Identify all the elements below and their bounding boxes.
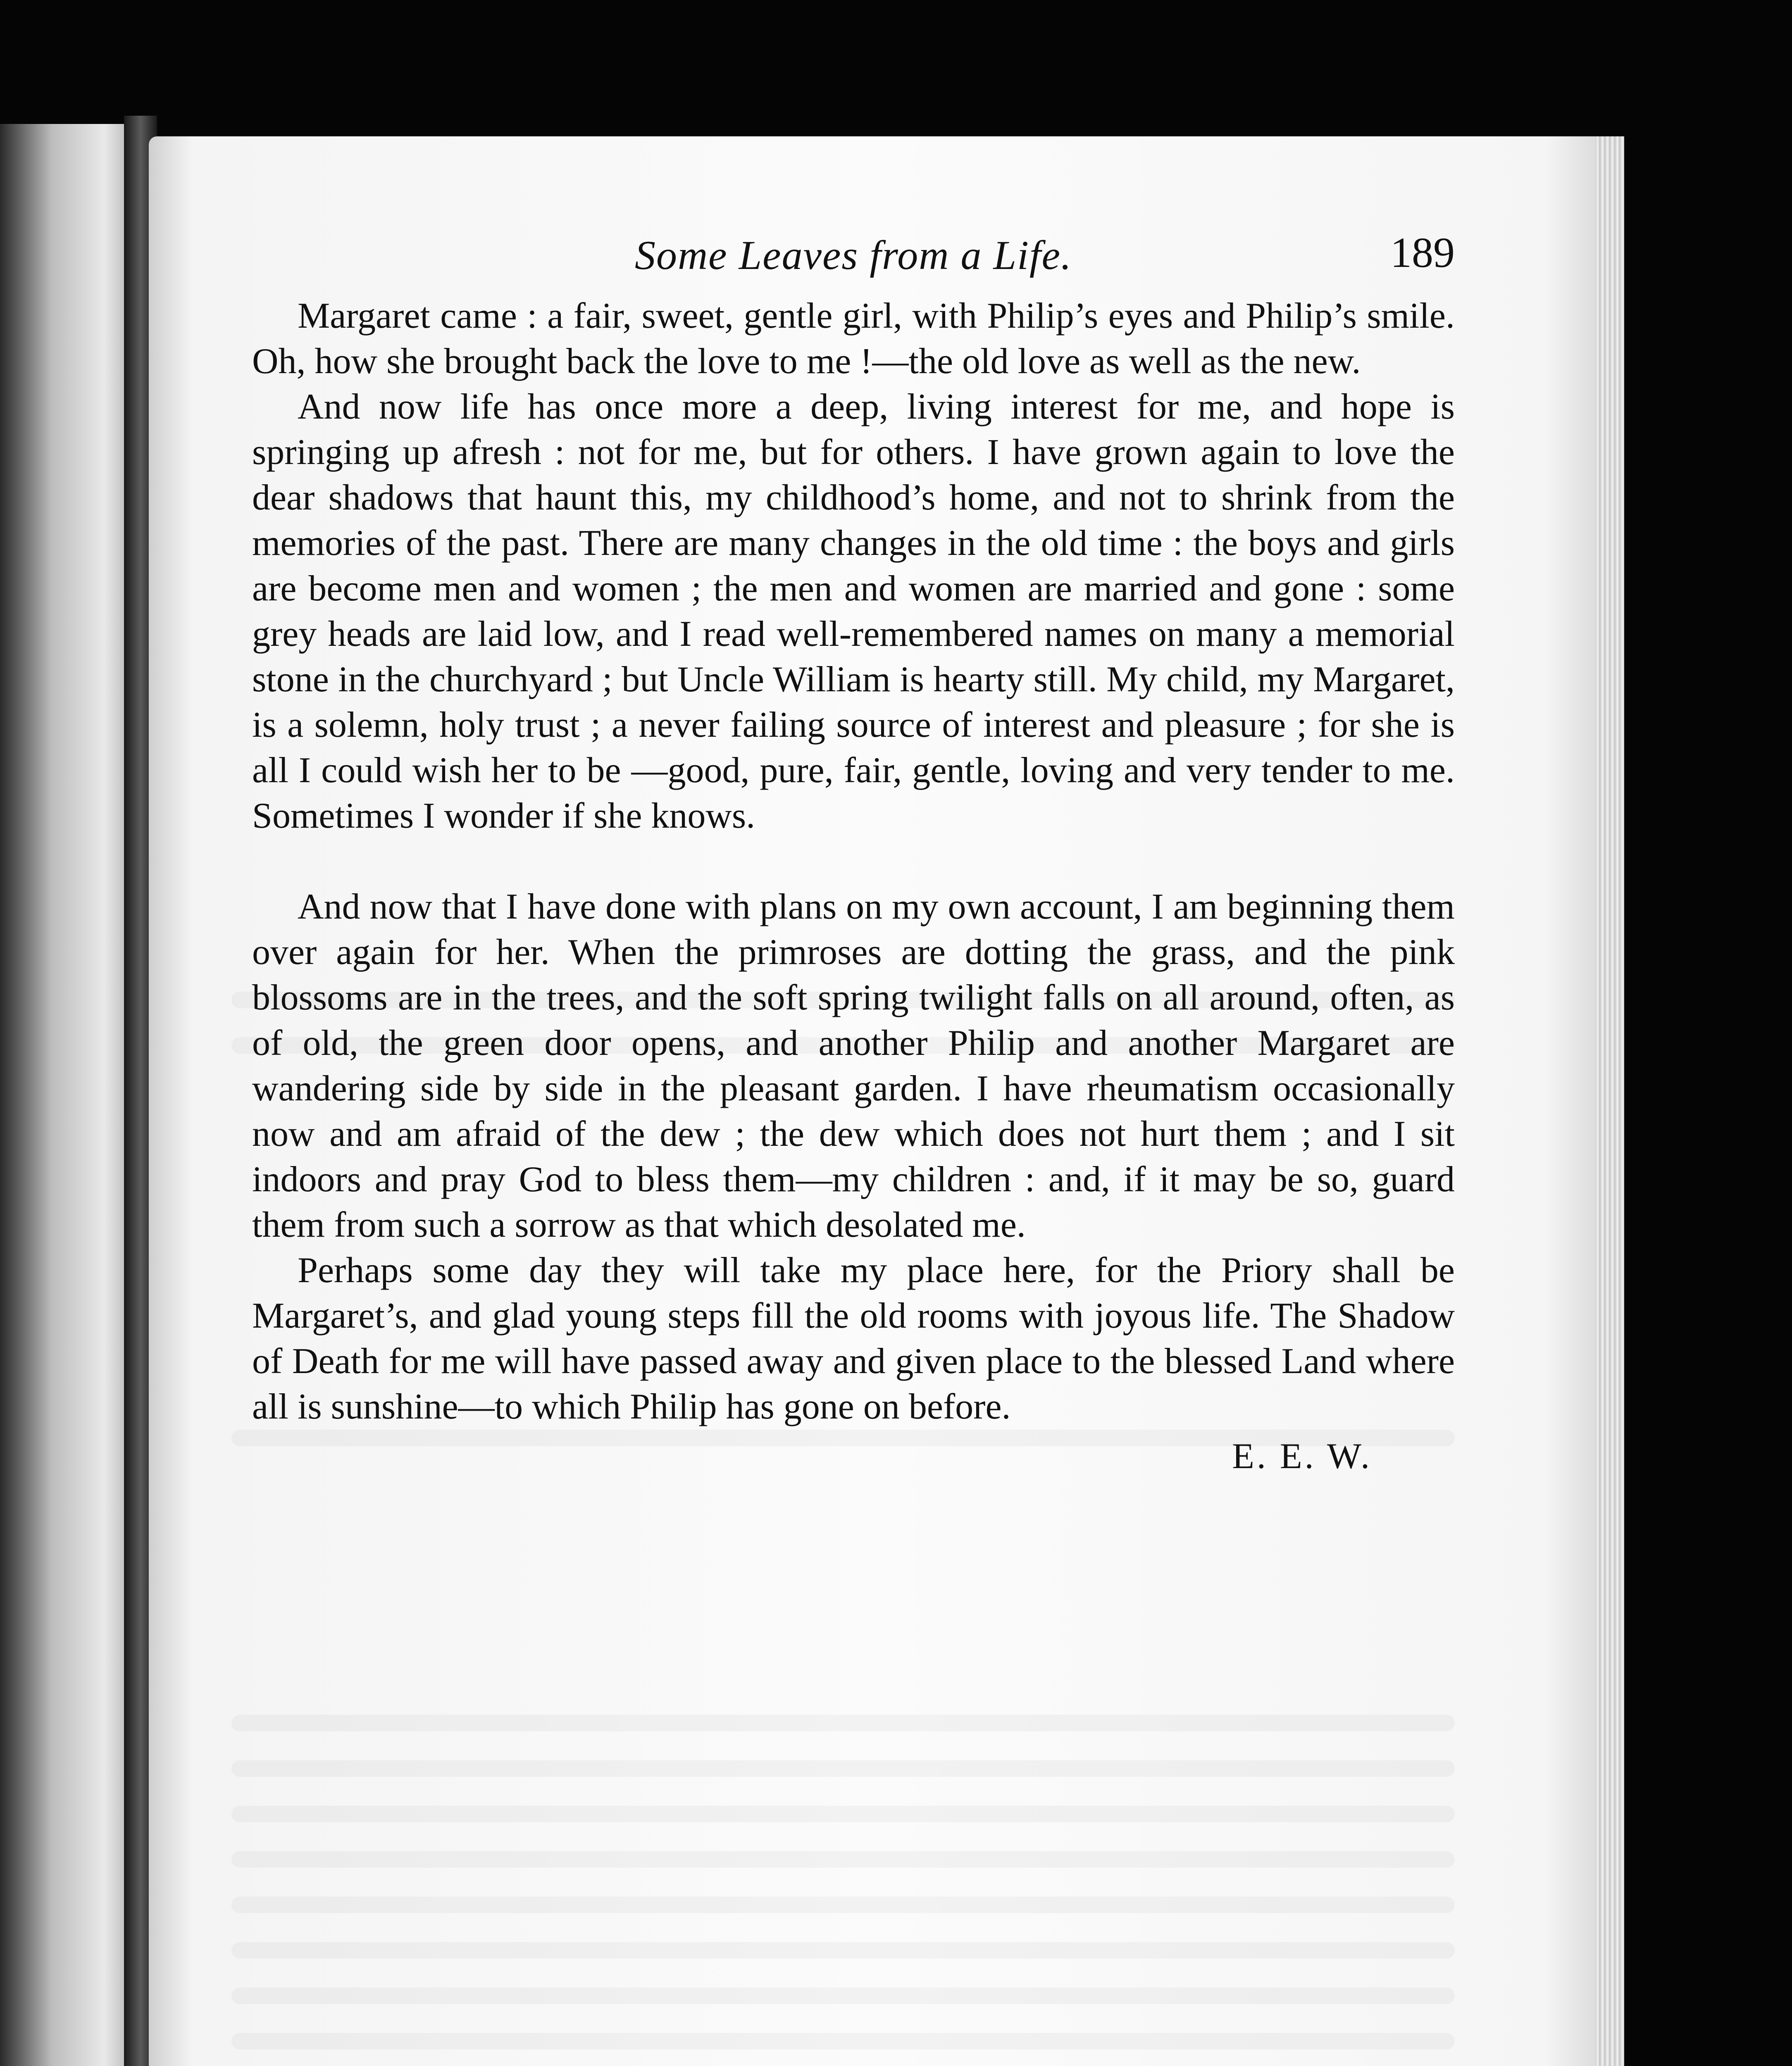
running-head-title: Some Leaves from a Life. <box>634 232 1072 278</box>
running-head <box>252 231 1455 293</box>
paragraph: And now that I have done with plans on my own account, I am beginning them over again for her. When the primroses are dotting the grass, and the pink blossoms are in the trees, and the soft spring twilight falls on all around, often, as of old, the green door opens, and another Philip and another Margaret are wandering side by side in the pleasant garden. I have rheumatism occasionally now and am afraid of the dew ; the dew which does not hurt them ; and I sit indoors and pray God to bless them—my children : and, if it may be so, guard them from such a sorrow as that which desolated me. <box>252 887 1455 1245</box>
show-through-line <box>231 1851 1455 1868</box>
paragraph: And now life has once more a deep, living interest for me, and hope is springing up afresh : not for me, but for others. I have grown again to love the dear shadows that haunt this, my childhood’s home, and not to shrink from the memories of the past. There are many changes in the old time : the boys and girls are become men and women ; the men and women are married and gone : some grey heads are laid low, and I read well-remembered names on many a memorial stone in the churchyard ; but Uncle William is hearty still. My child, my Margaret, is a solemn, holy trust ; a never failing source of interest and pleasure ; for she is all I could wish her to be —good, pure, fair, gentle, loving and very tender to me. Sometimes I wonder if she knows. <box>252 387 1455 836</box>
show-through-line <box>231 1806 1455 1822</box>
page-number: 189 <box>1390 229 1455 276</box>
show-through-line <box>231 1897 1455 1913</box>
show-through-line <box>231 1987 1455 2004</box>
author-signature: E. E. W. <box>1232 1436 1372 1476</box>
show-through-line <box>231 1942 1455 1959</box>
show-through-line <box>231 1715 1455 1731</box>
paragraph: Margaret came : a fair, sweet, gentle girl, with Philip’s eyes and Philip’s smile. Oh, how she brought back the love to me !—the old love as well as the new. <box>252 296 1455 381</box>
page-content <box>252 231 1455 1479</box>
paragraph: Perhaps some day they will take my place here, for the Priory shall be Margaret’s, and glad young steps fill the old rooms with joyous life. The Shadow of Death for me will have passed away and given place to the blessed Land where all is sunshine—to which Philip has gone on before. <box>252 1250 1455 1427</box>
show-through-line <box>231 2033 1455 2049</box>
page-stack-edge <box>1595 136 1624 2066</box>
show-through-line <box>231 1760 1455 1777</box>
